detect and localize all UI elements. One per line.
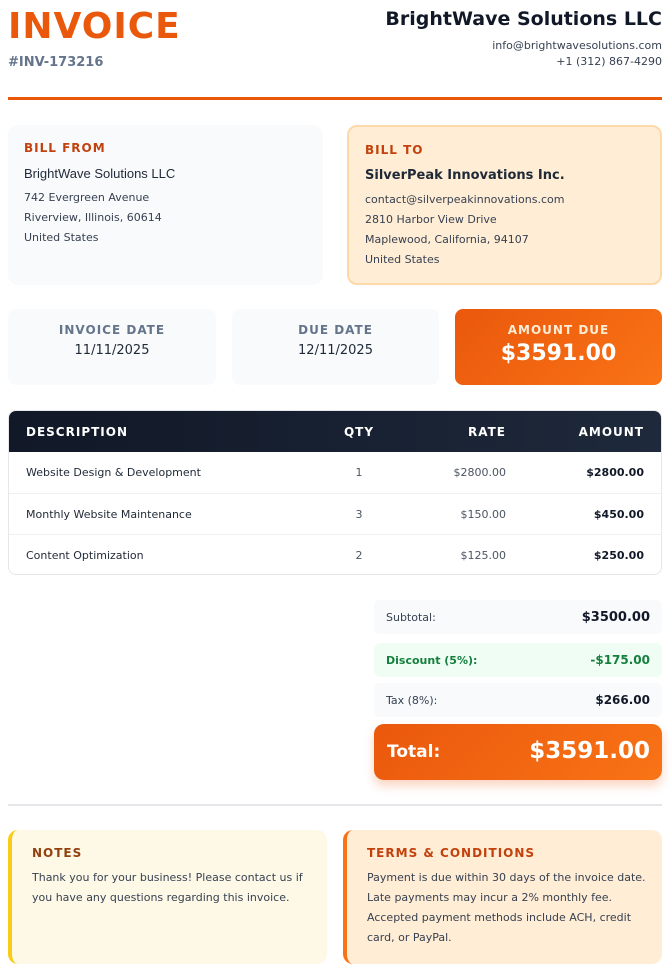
tax-row [374, 683, 662, 717]
total-value: $3591.00 [529, 738, 650, 764]
bill-to-label: BILL TO [365, 143, 424, 157]
company-phone: +1 (312) 867-4290 [556, 55, 662, 68]
tax-value: $266.00 [595, 693, 650, 707]
bill-from-label: BILL FROM [24, 141, 106, 155]
bill-to-address-line: United States [365, 253, 440, 266]
item-description: Monthly Website Maintenance [26, 508, 192, 521]
tax-label: Tax (8%): [386, 694, 438, 707]
discount-value: -$175.00 [590, 653, 650, 667]
line-items-table [8, 410, 662, 575]
item-description: Content Optimization [26, 549, 144, 562]
terms-body: Payment is due within 30 days of the invoice date. Late payments may incur a 2% monthly fee. Accepted payment methods include ACH, credit card, or PayPal. [367, 871, 646, 944]
due-date-value: 12/11/2025 [298, 343, 373, 358]
item-amount: $250.00 [593, 549, 644, 562]
item-amount: $450.00 [593, 508, 644, 521]
notes-body: Thank you for your business! Please contact us if you have any questions regarding this invoice. [32, 871, 303, 904]
bill-from-address-line: Riverview, Illinois, 60614 [24, 211, 162, 224]
subtotal-row [374, 600, 662, 634]
terms-title: TERMS & CONDITIONS [367, 846, 536, 860]
notes-title: NOTES [32, 846, 83, 860]
footer-divider [8, 804, 662, 806]
column-header-description: DESCRIPTION [26, 425, 129, 439]
amount-due-card [455, 309, 662, 385]
table-row [9, 534, 661, 575]
bill-to-address-line: 2810 Harbor View Drive [365, 213, 497, 226]
item-qty: 3 [355, 508, 363, 521]
bill-to-email: contact@silverpeakinnovations.com [365, 193, 565, 206]
bill-to-box [347, 125, 662, 285]
subtotal-label: Subtotal: [386, 611, 436, 624]
invoice-date-label: INVOICE DATE [58, 323, 166, 337]
bill-from-box [8, 125, 323, 285]
table-row [9, 452, 661, 493]
column-header-qty: QTY [343, 425, 375, 439]
table-row [9, 493, 661, 534]
item-qty: 1 [355, 466, 363, 479]
item-rate: $125.00 [460, 549, 506, 562]
invoice-number: #INV-173216 [8, 55, 104, 70]
total-box [374, 724, 662, 780]
company-name: BrightWave Solutions LLC [385, 8, 662, 30]
header-divider [8, 97, 662, 100]
column-header-amount: AMOUNT [578, 425, 644, 439]
bill-from-address-line: United States [24, 231, 99, 244]
invoice-date-card [8, 309, 216, 385]
item-qty: 2 [355, 549, 363, 562]
terms-box [343, 830, 662, 964]
subtotal-value: $3500.00 [581, 610, 650, 625]
item-description: Website Design & Development [26, 466, 201, 479]
due-date-card [232, 309, 439, 385]
item-rate: $150.00 [460, 508, 506, 521]
bill-to-name: SilverPeak Innovations Inc. [365, 168, 565, 183]
total-label: Total: [387, 742, 441, 762]
due-date-label: DUE DATE [298, 323, 373, 337]
item-rate: $2800.00 [453, 466, 506, 479]
column-header-rate: RATE [468, 425, 506, 439]
amount-due-label: AMOUNT DUE [507, 323, 610, 337]
bill-to-address-line: Maplewood, California, 94107 [365, 233, 529, 246]
amount-due-value: $3591.00 [500, 341, 617, 366]
bill-from-address-line: 742 Evergreen Avenue [24, 191, 150, 204]
table-header [9, 411, 661, 452]
item-amount: $2800.00 [586, 466, 644, 479]
discount-label: Discount (5%): [386, 654, 478, 667]
invoice-date-value: 11/11/2025 [74, 343, 150, 358]
bill-from-name: BrightWave Solutions LLC [24, 166, 176, 181]
invoice-title: INVOICE [8, 6, 181, 47]
notes-box [8, 830, 327, 964]
company-email: info@brightwavesolutions.com [492, 39, 662, 52]
discount-row [374, 643, 662, 677]
